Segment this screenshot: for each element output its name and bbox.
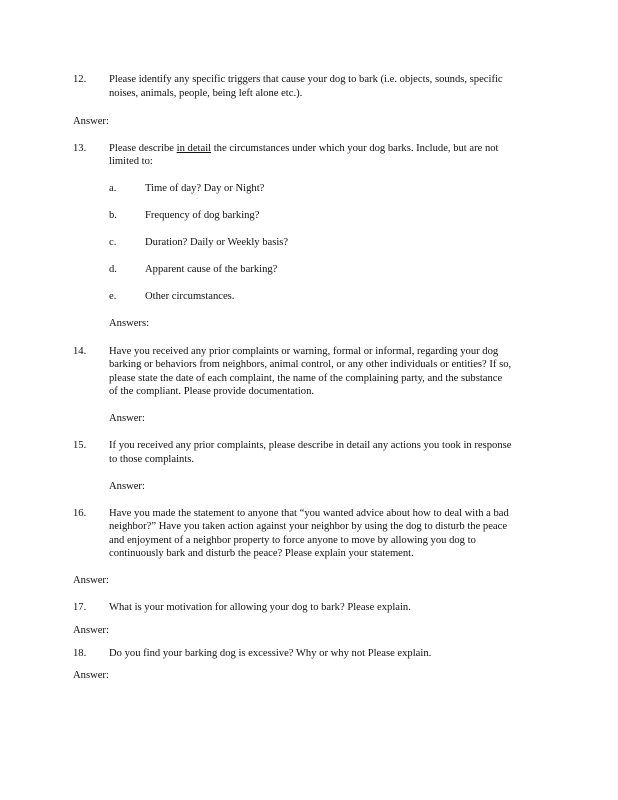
question-13-number: 13. xyxy=(73,143,87,154)
subitem-b-text: Frequency of dog barking? xyxy=(145,210,260,221)
question-15-line-1: If you received any prior complaints, please describe in detail any actions you took in response xyxy=(109,440,512,451)
question-15-answer-label: Answer: xyxy=(109,481,145,492)
question-13-line-1 xyxy=(109,142,549,156)
subitem-a-letter: a. xyxy=(109,183,117,194)
question-15-line-2: to those complaints. xyxy=(109,454,195,465)
question-13-line-1-pre: Please describe xyxy=(109,143,177,154)
subitem-a-text: Time of day? Day or Night? xyxy=(145,183,265,194)
question-16-answer-label: Answer: xyxy=(73,575,109,586)
question-18-number: 18. xyxy=(73,648,87,659)
question-15-number: 15. xyxy=(73,440,87,451)
question-12-answer-label: Answer: xyxy=(73,116,109,127)
question-16-line-4: continuously bark and disturb the peace? Please explain your statement. xyxy=(109,548,414,559)
question-17-line-1: What is your motivation for allowing your dog to bark? Please explain. xyxy=(109,602,411,613)
question-16-number: 16. xyxy=(73,508,87,519)
question-16-line-3: and enjoyment of a neighbor property to force anyone to move by allowing you dog to xyxy=(109,535,476,546)
question-12-number: 12. xyxy=(73,74,87,85)
subitem-c-letter: c. xyxy=(109,237,117,248)
question-16-line-1: Have you made the statement to anyone that “you wanted advice about how to deal with a bad xyxy=(109,508,509,519)
subitem-b-letter: b. xyxy=(109,210,117,221)
question-12-line-1: Please identify any specific triggers that cause your dog to bark (i.e. objects, sounds, specific xyxy=(109,74,503,85)
question-13-answer-label: Answers: xyxy=(109,318,150,329)
question-14-answer-label: Answer: xyxy=(109,413,145,424)
question-18-answer-label: Answer: xyxy=(73,670,109,681)
subitem-e-letter: e. xyxy=(109,291,117,302)
question-14-line-4: of the compliant. Please provide documentation. xyxy=(109,386,315,397)
question-13-line-2: limited to: xyxy=(109,156,153,167)
question-12-line-2: noises, animals, people, being left alone etc.). xyxy=(109,88,303,99)
question-18-line-1: Do you find your barking dog is excessive? Why or why not Please explain. xyxy=(109,648,432,659)
subitem-d-text: Apparent cause of the barking? xyxy=(145,264,278,275)
question-14-line-3: please state the date of each complaint, the name of the complaining party, and the substance xyxy=(109,373,503,384)
question-14-number: 14. xyxy=(73,346,87,357)
question-14-line-2: barking or behaviors from neighbors, animal control, or any other individuals or entities? If so, xyxy=(109,359,512,370)
question-13-underlined-phrase: in detail xyxy=(176,143,212,154)
question-16-line-2: neighbor?” Have you taken action against your neighbor by using the dog to disturb the peace xyxy=(109,521,508,532)
question-14-line-1: Have you received any prior complaints or warning, formal or informal, regarding your dog xyxy=(109,346,499,357)
question-17-answer-label: Answer: xyxy=(73,625,109,636)
question-13-line-1-post: the circumstances under which your dog barks. Include, but are not xyxy=(211,143,499,154)
question-17-number: 17. xyxy=(73,602,87,613)
subitem-d-letter: d. xyxy=(109,264,117,275)
subitem-c-text: Duration? Daily or Weekly basis? xyxy=(145,237,289,248)
subitem-e-text: Other circumstances. xyxy=(145,291,235,302)
